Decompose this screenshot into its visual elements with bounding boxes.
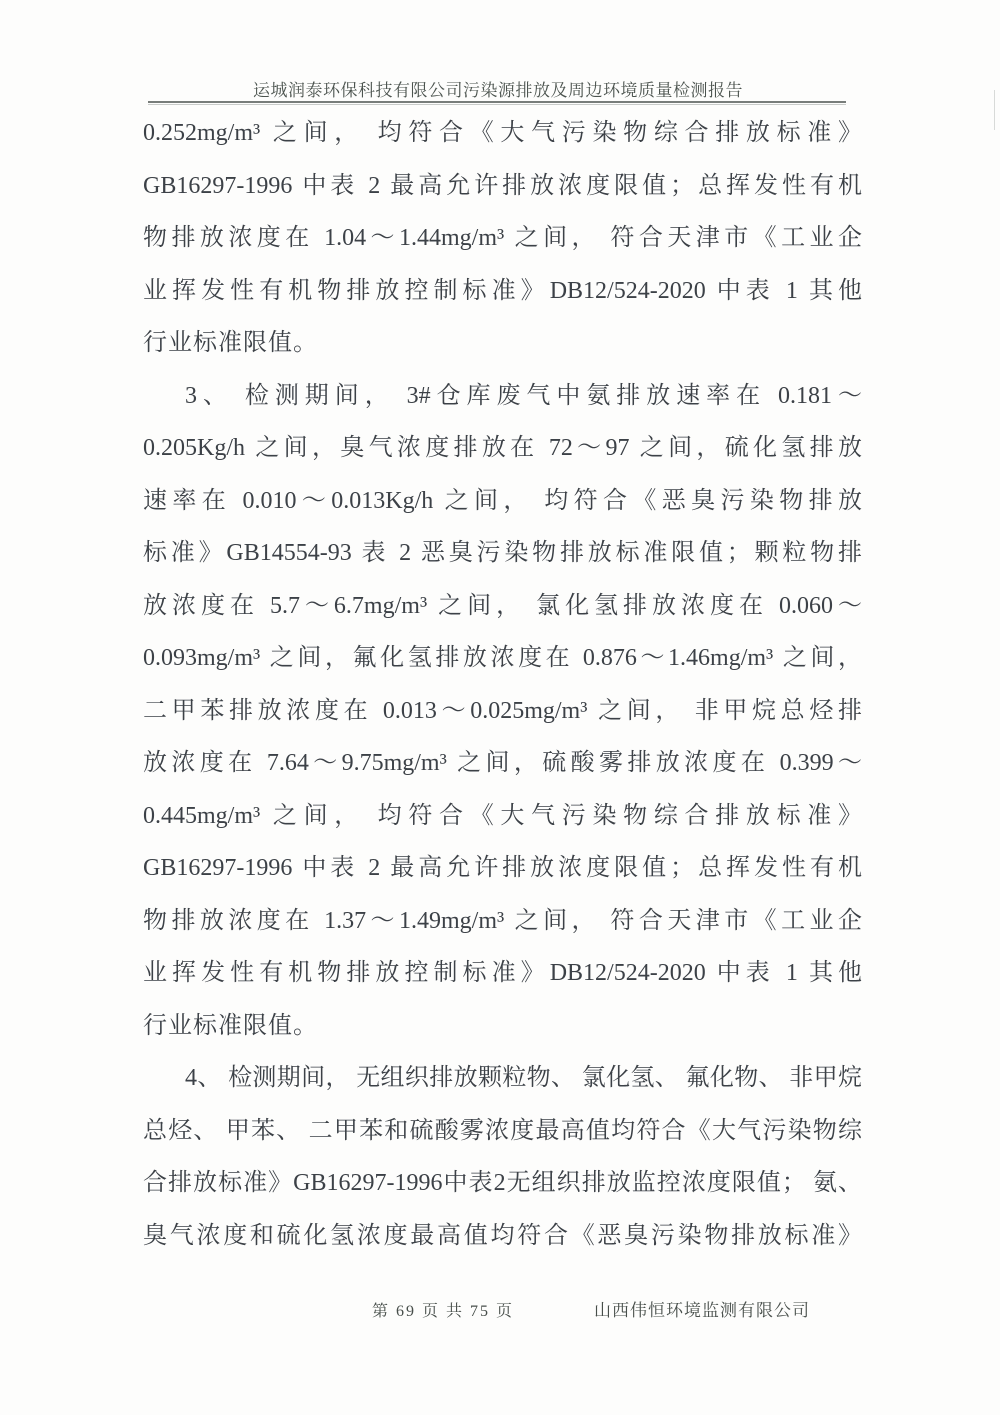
document-footer <box>0 1292 1000 1332</box>
text-line: 0.205Kg/h 之间，臭气浓度排放在 72～97 之间，硫化氢排放 <box>143 435 862 461</box>
text-line: 0.093mg/m³ 之间，氟化氢排放浓度在 0.876～1.46mg/m³ 之间， <box>143 645 862 671</box>
text-line: 业挥发性有机物排放控制标准》DB12/524-2020 中表 1 其他 <box>143 960 862 986</box>
header-title: 运城润泰环保科技有限公司污染源排放及周边环境质量检测报告 <box>253 81 743 100</box>
text-line: 二甲苯排放浓度在 0.013～0.025mg/m³ 之间， 非甲烷总烃排 <box>143 697 862 724</box>
text-line: 4、 检测期间， 无组织排放颗粒物、 氯化氢、 氟化物、 非甲烷 <box>185 1065 862 1091</box>
document-body <box>143 107 862 1262</box>
text-line: 总烃、 甲苯、 二甲苯和硫酸雾浓度最高值均符合《大气污染物综 <box>143 1117 862 1144</box>
scan-edge-artifact <box>994 90 995 130</box>
header-rule <box>148 101 846 103</box>
text-line: 放浓度在 7.64～9.75mg/m³ 之间，硫酸雾排放浓度在 0.399～ <box>143 750 862 776</box>
text-line: 速率在 0.010～0.013Kg/h 之间， 均符合《恶臭污染物排放 <box>143 487 862 514</box>
text-line: 0.445mg/m³ 之间， 均符合《大气污染物综合排放标准》 <box>143 802 862 829</box>
footer-company-name: 山西伟恒环境监测有限公司 <box>594 1301 810 1320</box>
text-line: GB16297-1996 中表 2 最高允许排放浓度限值；总挥发性有机 <box>143 855 862 881</box>
text-line: 放浓度在 5.7～6.7mg/m³ 之间， 氯化氢排放浓度在 0.060～ <box>143 592 862 619</box>
text-line: GB16297-1996 中表 2 最高允许排放浓度限值；总挥发性有机 <box>143 172 862 199</box>
text-line: 物排放浓度在 1.04～1.44mg/m³ 之间， 符合天津市《工业企 <box>143 225 862 251</box>
text-line: 合排放标准》GB16297-1996中表2无组织排放监控浓度限值； 氨、 <box>143 1170 862 1196</box>
text-line: 业挥发性有机物排放控制标准》DB12/524-2020 中表 1 其他 <box>143 277 862 304</box>
text-line: 物排放浓度在 1.37～1.49mg/m³ 之间， 符合天津市《工业企 <box>143 907 862 934</box>
text-line: 臭气浓度和硫化氢浓度最高值均符合《恶臭污染物排放标准》 <box>143 1222 862 1249</box>
text-line: 0.252mg/m³ 之间， 均符合《大气污染物综合排放标准》 <box>143 120 862 146</box>
text-line: 行业标准限值。 <box>143 1012 318 1039</box>
text-line: 行业标准限值。 <box>143 330 318 356</box>
footer-page-number: 第 69 页 共 75 页 <box>372 1303 515 1320</box>
text-line: 标准》GB14554-93 表 2 恶臭污染物排放标准限值；颗粒物排 <box>143 540 862 566</box>
text-line: 3、 检测期间， 3#仓库废气中氨排放速率在 0.181～ <box>185 382 862 409</box>
